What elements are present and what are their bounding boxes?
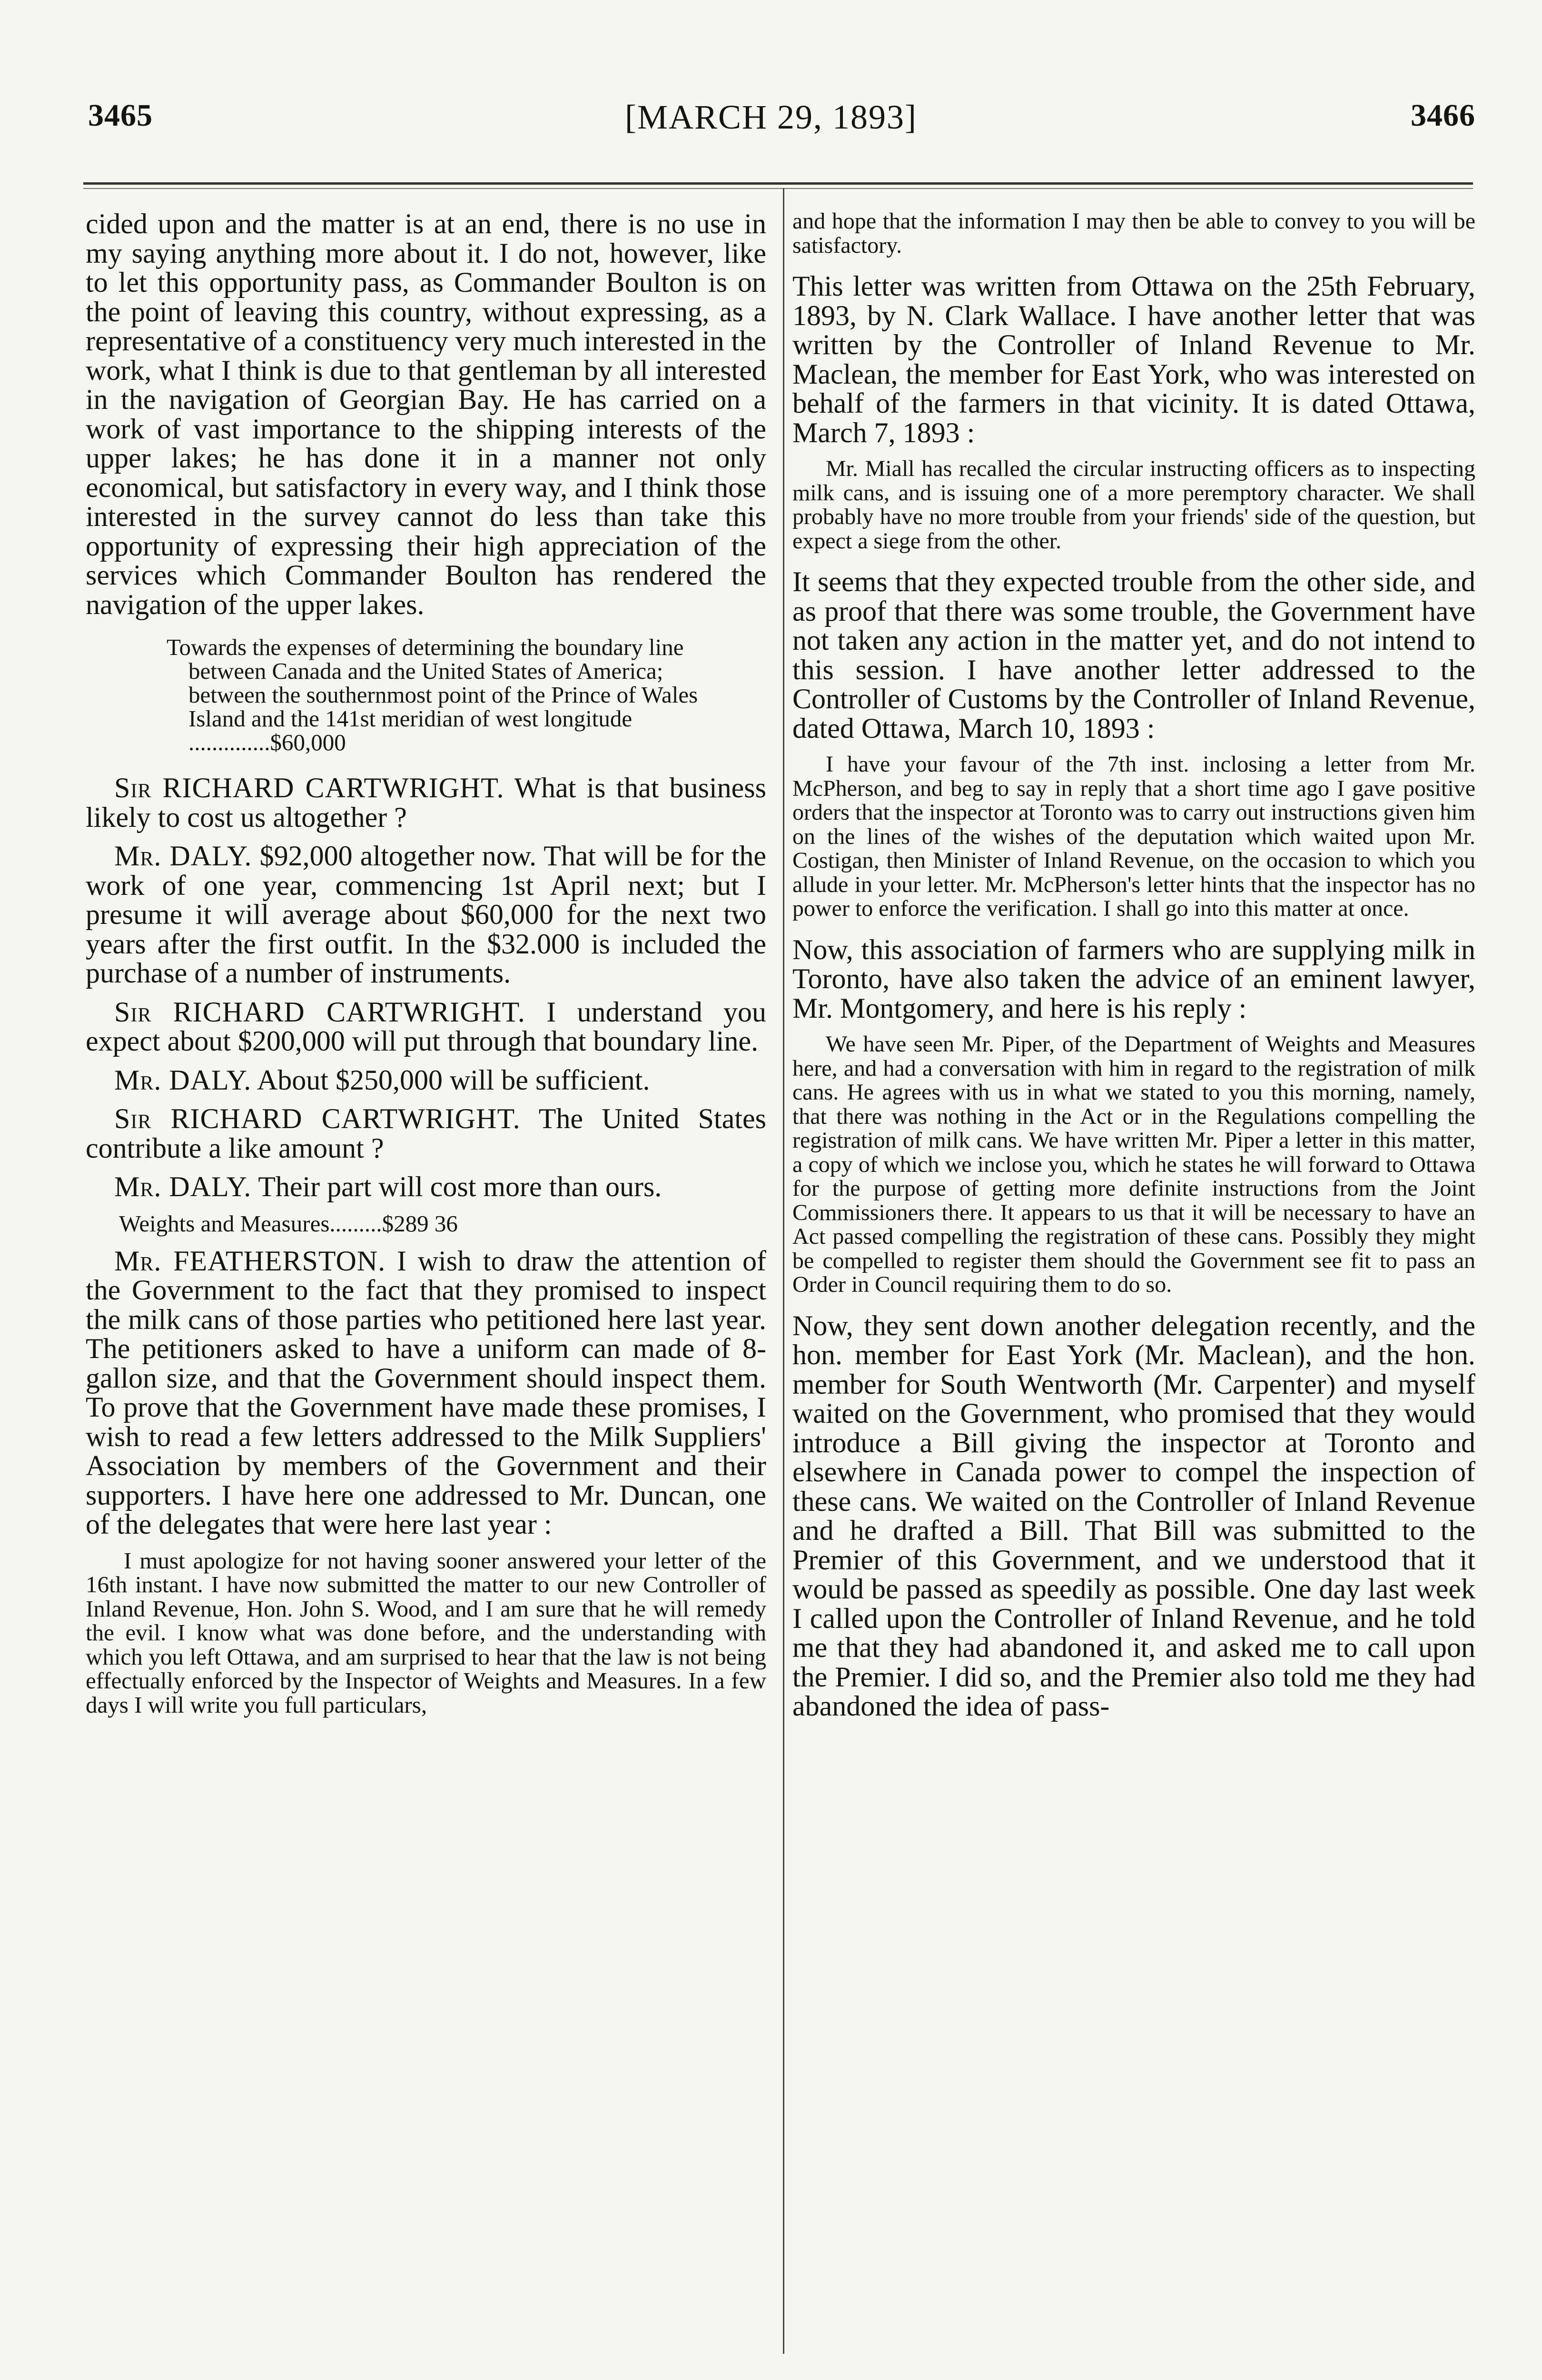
- speaker-name: Mr. DALY.: [114, 840, 252, 872]
- speech-text: $92,000 altogether now. That will be for the work of one year, commencing 1st April next; but I presume it will average about $60,000 for the next two years after the first outfit. In the $32.000 is included the purchase of a number of instruments.: [86, 840, 767, 989]
- speech-text: Their part will cost more than ours.: [258, 1171, 662, 1202]
- speaker-name: Mr. DALY.: [114, 1064, 252, 1096]
- speech-text: What is that business likely to cost us altogether ?: [86, 772, 766, 833]
- quoted-letter-continued: and hope that the information I may then be able to convey to you will be satisfactory.: [792, 208, 1475, 258]
- supply-item-text: Towards the expenses of determining the boundary line between Canada and the United States of America; between the southernmost point of the Prince of Wales Island and the 141st meridian of west longitude: [167, 634, 698, 732]
- speaker-name: Sir RICHARD CARTWRIGHT.: [114, 1103, 521, 1134]
- page-date-header: [MARCH 29, 1893]: [624, 98, 917, 136]
- speaker-name: Sir RICHARD CARTWRIGHT.: [114, 996, 525, 1028]
- column-divider: [783, 188, 784, 2354]
- speech: [86, 842, 766, 988]
- speech: [86, 1104, 766, 1163]
- speech: [86, 1247, 766, 1539]
- speech: [86, 1172, 766, 1202]
- paragraph: cided upon and the matter is at an end, there is no use in my saying anything more about it. I do not, however, like to let this opportunity pass, as Commander Boulton is on the point of leaving this country, without expressing, as a representative of a constituency very much interested in the work, what I think is due to that gentleman by all interested in the navigation of Georgian Bay. He has carried on a work of vast importance to the shipping interests of the upper lakes; he has done it in a manner not only economical, but satisfactory in every way, and I think those interested in the survey cannot do less than take this opportunity of expressing their high appreciation of the services which Commander Boulton has rendered the navigation of the upper lakes.: [86, 208, 766, 620]
- paragraph: Now, they sent down another delegation recently, and the hon. member for East York (Mr. Maclean), and the hon. member for South Wentworth (Mr. Carpenter) and myself waited on the Government, who promised that they would introduce a Bill giving the inspector at Toronto and elsewhere in Canada power to compel the inspection of these cans. We waited on the Controller of Inland Revenue and he drafted a Bill. That Bill was submitted to the Premier of this Government, and we understood that it would be passed as speedily as possible. One day last week I called upon the Controller of Inland Revenue, and he told me that they had abandoned it, and asked me to call upon the Premier. I did so, and the Premier also told me they had abandoned the idea of pass-: [792, 1309, 1475, 1722]
- speech-text: About $250,000 will be sufficient.: [257, 1064, 650, 1096]
- paragraph: It seems that they expected trouble from the other side, and as proof that there was some trouble, the Government have not taken any action in the matter yet, and do not intend to this session. I have another letter addressed to the Controller of Customs by the Controller of Inland Revenue, dated Ottawa, March 10, 1893 :: [792, 566, 1475, 744]
- left-column: [86, 209, 766, 1731]
- supply-item: [167, 635, 707, 754]
- speech-text: I understand you expect about $200,000 will put through that boundary line.: [86, 996, 767, 1057]
- paragraph: Now, this association of farmers who are supplying milk in Toronto, have also taken the advice of an eminent lawyer, Mr. Montgomery, and here is his reply :: [792, 933, 1475, 1024]
- page-number-right: 3466: [1411, 98, 1475, 133]
- paragraph: This letter was written from Ottawa on the 25th February, 1893, by N. Clark Wallace. I have another letter that was written by the Controller of Inland Revenue to Mr. Maclean, the member for East York, who was interested on behalf of the farmers in that vicinity. It is dated Ottawa, March 7, 1893 :: [792, 270, 1475, 448]
- quoted-letter: Mr. Miall has recalled the circular instructing officers as to inspecting milk cans, and is issuing one of a more peremptory character. We shall probably have no more trouble from your friends' side of the question, but expect a siege from the other.: [792, 456, 1475, 554]
- quoted-letter: We have seen Mr. Piper, of the Department of Weights and Measures here, and had a conversation with him in regard to the registration of milk cans. He agrees with us in what we stated to you this morning, namely, that there was nothing in the Act or in the Regulations compelling the registration of milk cans. We have written Mr. Piper a letter in this matter, a copy of which we inclose you, which he states he will forward to Ottawa for the purpose of getting more definite instructions from the Joint Commissioners there. It appears to us that it will be necessary to have an Act passed compelling the registration of these cans. Possibly they might be compelled to register them should the Government see fit to pass an Order in Council requiring them to do so.: [792, 1031, 1475, 1297]
- quoted-letter: I have your favour of the 7th inst. inclosing a letter from Mr. McPherson, and beg to say in reply that a short time ago I gave positive orders that the inspector at Toronto was to carry out instructions given him on the lines of the wishes of the deputation which waited upon Mr. Costigan, then Minister of Inland Revenue, on the occasion to which you allude in your letter. Mr. McPherson's letter hints that the inspector has no power to enforce the verification. I shall go into this matter at once.: [792, 752, 1475, 921]
- speech-text: I wish to draw the attention of the Government to the fact that they promised to inspect the milk cans of those parties who petitioned here last year. The petitioners asked to have a uniform can made of 8-gallon size, and that the Government should inspect them. To prove that the Government have made these promises, I wish to read a few letters addressed to the Milk Suppliers' Association by members of the Government and their supporters. I have here one addressed to Mr. Duncan, one of the delegates that were here last year :: [86, 1245, 767, 1540]
- speaker-name: Sir RICHARD CARTWRIGHT.: [114, 772, 504, 803]
- speech: [86, 774, 766, 832]
- supply-item: Weights and Measures.........$289 36: [119, 1210, 458, 1237]
- right-column: [792, 209, 1475, 1731]
- quoted-letter: I must apologize for not having sooner answered your letter of the 16th instant. I have now submitted the matter to our new Controller of Inland Revenue, Hon. John S. Wood, and I am sure that he will remedy the evil. I know what was done before, and the understanding with which you left Ottawa, and am surprised to hear that the law is not being effectually enforced by the Inspector of Weights and Measures. In a few days I will write you full particulars,: [86, 1547, 766, 1718]
- page-number-left: 3465: [88, 98, 153, 133]
- speaker-name: Mr. DALY.: [114, 1171, 252, 1202]
- speech-text: The United States contribute a like amount ?: [86, 1103, 766, 1164]
- speech: [86, 1066, 766, 1095]
- header-rule: [83, 182, 1473, 185]
- supply-item-amount: ..............$60,000: [188, 729, 346, 755]
- speaker-name: Mr. FEATHERSTON.: [114, 1245, 386, 1277]
- header-rule-thin: [83, 188, 1473, 189]
- speech: [86, 998, 766, 1056]
